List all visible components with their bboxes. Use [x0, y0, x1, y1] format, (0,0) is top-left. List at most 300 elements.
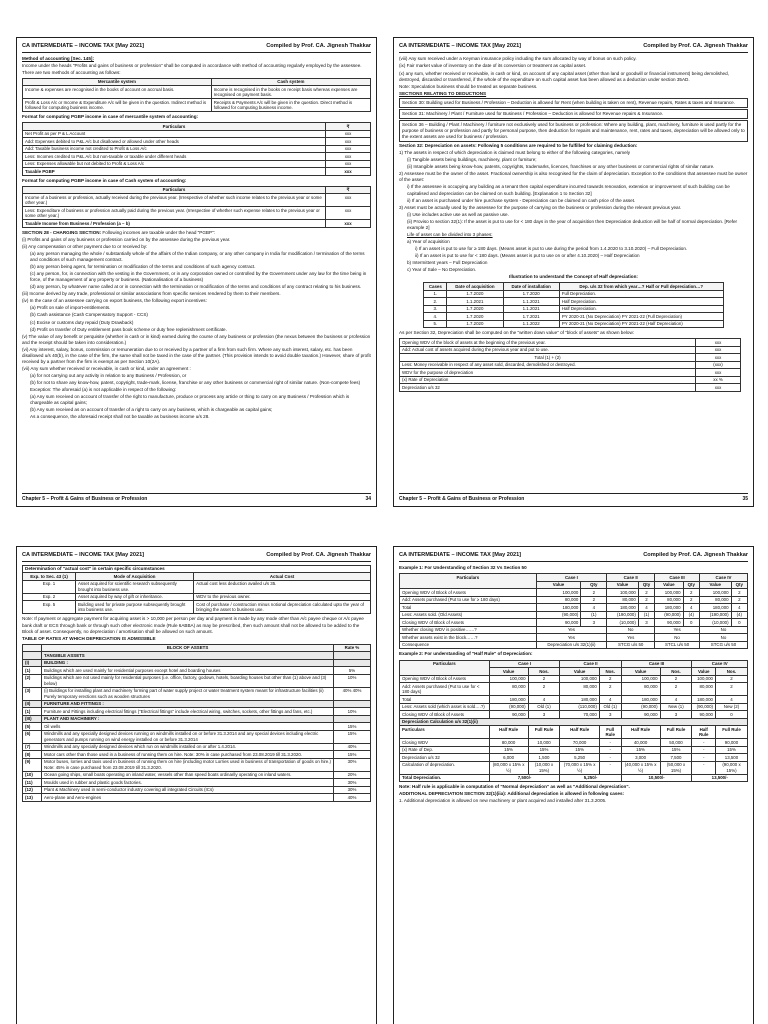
table-row [400, 675, 748, 683]
cell: (10,000) [699, 619, 731, 627]
cell: 15% [334, 751, 371, 759]
table-row [400, 604, 748, 612]
list-item: 2) Assessee must be the owner of the asset. Fractional ownership is also recognised for the claim of depreciation. Exception to the conditions that assessee must be owner of the asset: [399, 171, 748, 183]
cell: Opening WDV of the block of assets at the beginning of the previous year. [400, 339, 696, 347]
list-item: 3) Asset must be actually used by the assessee for the purpose of carrying on the business or profession during the relevant previous year. [399, 204, 682, 210]
cell: (I) [23, 659, 42, 667]
col-sub: Qty [581, 581, 607, 589]
table-row [23, 652, 371, 660]
footer-chapter: Chapter 5 – Profit & Gains of Business or Profession [399, 496, 525, 503]
col-case: Case IV [692, 660, 748, 668]
list-item: (c) any person, for, in connection with the vesting in the Government, or in any corporation owned or controlled by the Government under any law for the time being in force, of the management of any property or business. (Nationalisation of a business) [30, 271, 367, 283]
cell: 5. [424, 320, 447, 328]
cell: Whether closing WDV is positive……? [400, 626, 537, 634]
cell: 4 [599, 696, 621, 704]
cell: (1) [23, 708, 42, 716]
cell: 1. [424, 290, 447, 298]
actual-cost-table [22, 572, 371, 614]
cell: 80,000 [621, 683, 660, 696]
cell: (10,000) [607, 619, 639, 627]
cell: 1.7.2020 [447, 320, 503, 328]
cell: 2 [683, 596, 699, 604]
cell: Buildings which are not used mainly for residential purposes (i.e. office, factory, godown, hotels, boarding houses but other than (1) above and (3) below) [42, 674, 334, 687]
section-30-box: Section 30: Building used for Business / Profession – Deduction is allowed for Rent (when building is taken on rent), Revenue repairs, Rates & taxes and Insurance. [399, 98, 748, 108]
cell: 4 [660, 696, 692, 704]
cell: Depreciation u/s 32 [400, 384, 696, 392]
table-row [23, 168, 371, 176]
list-item: (d) any person, by whatever name called at or in connection with the termination or modification of the terms and conditions of any contract relating to his business. [30, 284, 362, 290]
col-sub: Nos. [528, 668, 560, 676]
col-case: Case III [621, 660, 692, 668]
cell: 4. [424, 313, 447, 321]
cell: 80,000 [699, 596, 731, 604]
col-dep: Dep. u/s 32 from which year…? Half or Full depreciation…? [559, 283, 723, 291]
table-row [400, 746, 748, 754]
table-row [424, 313, 723, 321]
table-row [400, 384, 741, 392]
cell: 2 [715, 683, 747, 696]
cell: 180,000 [692, 696, 716, 704]
cell: Half Depreciation. [559, 305, 723, 313]
cell: Old (1) [599, 703, 621, 711]
cell: No [699, 634, 747, 642]
table-row [23, 220, 371, 228]
cell: 4 [683, 604, 699, 612]
cell: 4 [731, 604, 747, 612]
cell: Closing WDV of Block of Assets [400, 619, 537, 627]
cell: New (2) [715, 703, 747, 711]
cell: xxx [326, 168, 371, 176]
cell: 2 [638, 596, 654, 604]
cell: 80,000 [489, 683, 528, 696]
cell: Yes [536, 634, 607, 642]
cell: Add: Expenses debited to P&L A/c but disallowed or allowed under other heads [23, 138, 326, 146]
list-item: (i) Use includes active use as well as passive use. [407, 211, 509, 217]
cell: BUILDING : [42, 659, 334, 667]
method-col-mercantile: Mercantile system [23, 78, 212, 86]
deductions-title: SECTIONS RELATING TO DEDUCTIONS [399, 90, 487, 96]
cell: xxx [696, 346, 741, 354]
cell: 15% [489, 746, 528, 754]
section-31-box: Section 31: Machinery / Plant / Furniture used for Business / Profession – Deduction is allowed for Revenue repairs & Insurance. [399, 109, 748, 119]
col-particulars: Particulars [23, 123, 326, 131]
cell: Depreciation u/s 32 [400, 754, 490, 762]
cell: Half Depreciation. [559, 298, 723, 306]
list-item: (x) any sum, whether received or receivable, in cash or kind, on account of any capital asset (other than land or goodwill or financial instrument) being demolished, destroyed, discarded or transferred, if the whole of the expenditure on such capital asset has been allowed as a deduction under section 35AD. [399, 70, 729, 82]
list-item: ii) If an asset is purchased under hire purchase system - Depreciation can be claimed on cash price of the asset. [407, 197, 636, 203]
cell: xxx [326, 160, 371, 168]
sec28-intro: Following incomes are taxable under the head "PGBP": [102, 229, 215, 235]
cell: (90,000 x 15%) [715, 761, 747, 774]
cell [334, 715, 371, 723]
cell: Windmills and any specially designed devices running on windmills installed on or before 31.3.2014 and any special devices including electric generators and pumps running on wind energy installed on or before 31.3.2014 [42, 730, 334, 743]
cell: Yes [536, 626, 607, 634]
cell: 2 [660, 683, 692, 696]
cell: 40,000 [621, 739, 660, 747]
cell: Oil wells [42, 723, 334, 731]
cell: 5,250 [560, 754, 599, 762]
cell: 90,000 [692, 711, 716, 719]
cell: 90,000 [655, 619, 683, 627]
table-row [400, 711, 748, 719]
footer-chapter: Chapter 5 – Profit & Gains of Business or Profession [22, 496, 148, 503]
list-item: ii) If an asset is put to use for < 180 days. (Means asset is put to use on or after 4.10.2020) – Half Depreciation [415, 253, 640, 259]
list-item: i) If an asset is put to use for ≥ 180 days. (Means asset is put to use during the period from 1.4.2020 to 3.10.2020) – Full Depreciation. [415, 246, 688, 251]
page-body [22, 565, 371, 801]
page-35 [393, 37, 754, 507]
cell: xx % [696, 376, 741, 384]
cell: Income of a business or profession, actually received during the previous year. (Irrespective of whether such income relates to the previous year or some other year.) [23, 194, 326, 207]
cell [334, 659, 371, 667]
half-rule-note: Note: Half rule is applicable in computation of "Normal depreciation" as well as "Additional depreciation". [399, 784, 630, 789]
format1-title: Format for computing PGBP income in case of mercantile system of accounting: [22, 114, 199, 120]
rates-title: TABLE OF RATES AT WHICH DEPRECIATION IS ADMISSIBLE [22, 635, 156, 641]
col-amount: ₹ [326, 123, 371, 131]
col-mode: Mode of Acquisition [76, 573, 194, 581]
header-right: Compiled by Prof. CA. Jignesh Thakkar [643, 43, 748, 49]
cell: 10% [334, 674, 371, 687]
cell: Add: Assets purchased (Put to use for ≥ 180 days) [400, 596, 537, 604]
cell: Windmills and any specially designed devices which run on windmills installed on or after 1.4.2014. [42, 743, 334, 751]
cell: Yes [655, 626, 700, 634]
cell: TANGIBLE ASSETS [42, 652, 334, 660]
cell: Total Depreciation. [400, 774, 490, 782]
cell: 30% [334, 779, 371, 787]
cell: STCG u/s 50 [607, 641, 655, 649]
cell: (xxx) [696, 361, 741, 369]
cell: New (1) [660, 703, 692, 711]
table-row [23, 700, 371, 708]
cell: 2 [731, 596, 747, 604]
cell: Moulds used in rubber and plastic goods factories. [42, 779, 334, 787]
header-left: CA INTERMEDIATE – INCOME TAX [May 2021] [22, 43, 145, 49]
page-header [399, 550, 748, 562]
wdv-table [399, 338, 741, 392]
cell: (3) [23, 687, 42, 700]
cell: 1.7.2020 [447, 305, 503, 313]
col-cost: Actual Cost [194, 573, 371, 581]
cell: Whether assets exist in the block……? [400, 634, 537, 642]
example2-table [399, 660, 748, 783]
cell: 2 [599, 675, 621, 683]
col-rate: Rate % [334, 644, 371, 652]
table-row [400, 346, 741, 354]
cell: Receipts & Payments A/c will be given in the question. Direct method is followed for computing business income. [211, 99, 370, 112]
table-row [400, 361, 741, 369]
cell: 10,500/- [621, 774, 692, 782]
list-item: (vii) Any sum whether received or receivable, in cash or kind, under an agreement : [22, 365, 191, 371]
cell: 0 [731, 619, 747, 627]
method-text: Income under the heads "Profits and gains of business or profession" shall be computed in accordance with method of accounting regularly employed by the assessee. There are two methods of accounting as follows: [22, 63, 362, 75]
cell: (11) [23, 779, 42, 787]
cell: xxx [696, 354, 741, 362]
cell: No [655, 634, 700, 642]
method-table [22, 78, 371, 113]
page-header [22, 550, 371, 562]
cell: No [699, 626, 747, 634]
cell: (110,000) [560, 703, 599, 711]
cell: 80,000 [489, 739, 528, 747]
page-header [399, 41, 748, 53]
sec28-list [22, 237, 371, 421]
cell: 80,000 [607, 596, 639, 604]
cell: - [599, 739, 621, 747]
wdv-intro: As per Section 32, Depreciation shall be computed on the "written down value" of "block of assets" as shown below: [399, 330, 635, 336]
cell: 1.1.2021 [503, 298, 559, 306]
cell: - [692, 739, 716, 747]
list-item: (c) Excise or customs duty repaid (Duty Drawback) [30, 319, 134, 325]
cell: Full Rule [528, 726, 560, 739]
table-row [23, 207, 371, 220]
list-item: (viii) Any sum received under a Keyman insurance policy including the sum allocated by way of bonus on such policy. [399, 56, 637, 62]
cell: 5,250/- [560, 774, 621, 782]
cell: 13,500/- [692, 774, 748, 782]
cell: (190,000) [699, 611, 731, 619]
table-row [23, 580, 371, 593]
table-row [400, 634, 748, 642]
cell: - [599, 761, 621, 774]
cell: 100,000 [489, 675, 528, 683]
list-item: Life of asset can be divided into 3 phases: [407, 231, 493, 237]
cell: 1.1.2021 [447, 298, 503, 306]
list-item: (b) Any sum received as on account of transfer of a right to carry on any business, which is chargeable as capital gains; [30, 407, 273, 413]
cell: 90,000 [489, 711, 528, 719]
cell: WDV for the purpose of depreciation [400, 369, 696, 377]
cell: 15% [334, 723, 371, 731]
cell: PY 2020-21 (No Depreciation) PY 2021-22 (Full Depreciation) [559, 313, 723, 321]
cell: Depreciation Calculation u/s 32(1)(ii) [400, 718, 748, 726]
list-item: a) Year of acquisition [407, 238, 450, 244]
list-item: (v) The value of any benefit or perquisite (whether in cash or in kind) earned during the course of any business or profession (the nexus between the business or profession and the receipt should be taken into consideration.) [22, 333, 371, 345]
page-body [22, 56, 371, 420]
list-item: As a consequence, the aforesaid receipt shall not be taxable as business income u/s 28. [30, 414, 210, 420]
cell: Cost of purchase / construction minus notional depreciation calculated upto the year of bringing the asset to business use. [194, 601, 371, 614]
cell: Less: Expenses allowable but not debited to Profit & Loss A/c [23, 160, 326, 168]
table-row [424, 305, 723, 313]
table-row [400, 339, 741, 347]
cell: (90,000) [621, 703, 660, 711]
cell [334, 700, 371, 708]
table-row [23, 153, 371, 161]
col-sub: Nos. [599, 668, 621, 676]
cell: xxx [326, 220, 371, 228]
cell: 15% [528, 746, 560, 754]
table-row [400, 611, 748, 619]
illustration-title: Illustration to understand the Concept of Half depreciation: [509, 274, 638, 280]
list-item: b) Intermittent years – Full Depreciation [407, 260, 488, 266]
table-row [23, 758, 371, 771]
list-item: (b) any person being agent, for termination or modification of the terms and conditions of such agency contract. [30, 264, 256, 269]
cell: (50,000 x 15%) [660, 761, 692, 774]
cell: xxx [696, 384, 741, 392]
col-sub: Value [489, 668, 528, 676]
cell: Closing WDV of Block of Assets [400, 711, 490, 719]
cell: 15% [660, 746, 692, 754]
cell: Opening WDV of Block of Assets [400, 589, 537, 597]
table-row [23, 86, 371, 99]
col-installation: Date of installation [503, 283, 559, 291]
cell: - [692, 746, 716, 754]
cell: 40% [334, 794, 371, 802]
cell: 180,000 [655, 604, 683, 612]
cell: 3,000 [621, 754, 660, 762]
cell: 180,000 [560, 696, 599, 704]
speculation-note: Note: Speculation business should be treated as separate business. [399, 83, 538, 89]
cell: Net Profit as per P & L Account [23, 130, 326, 138]
sec28-heading [22, 230, 371, 236]
cell: 15% [715, 746, 747, 754]
header-right: Compiled by Prof. CA. Jignesh Thakkar [643, 552, 748, 558]
cell: (i) Buildings for installing plant and machinery forming part of water supply project or water treatment system meant for infrastructure facilities (ii) Purely temporary erections such as wooden structures [42, 687, 334, 700]
cell: Add: Taxable business income not credited to Profit & Loss A/c [23, 145, 326, 153]
col-sub: Value [692, 668, 716, 676]
cell: 30% [334, 786, 371, 794]
table-row [23, 667, 371, 675]
cell [334, 652, 371, 660]
cell: FURNITURE AND FITTINGS : [42, 700, 334, 708]
cell: Depreciation u/s 32(1)(ii) [536, 641, 607, 649]
list-item: (i) Tangible assets being buildings, machinery, plant or furniture; [407, 157, 537, 163]
page-37 [393, 546, 754, 1024]
cell: 20% [334, 771, 371, 779]
col-sub: Value [699, 581, 731, 589]
cell: Ocean going ships, small boats operating on inland water, vessels other than speed boats ordinarily operating on inland waters. [42, 771, 334, 779]
page-header [22, 41, 371, 53]
col-sub: Value [560, 668, 599, 676]
cell: 7,500 [660, 754, 692, 762]
cell: Motor buses, lorries and taxis used in business of running them on hire (including motor Lorries used in business of transportation of goods on hire.) Note: 45% in case purchased from 23.08.2019 till 31.3.2020. [42, 758, 334, 771]
list-item: (iii) Income derived by any trade, professional or similar associations from specific services rendered by them to their members. [22, 291, 281, 297]
cell: xxx [326, 194, 371, 207]
cell: 4 [528, 696, 560, 704]
table-row [400, 726, 748, 739]
cell: (190,000) [607, 611, 639, 619]
col-sub: Value [655, 581, 683, 589]
cell: 180,000 [699, 604, 731, 612]
cell: (7) [23, 743, 42, 751]
col-block: BLOCK OF ASSETS [42, 644, 334, 652]
cell: (6) [23, 730, 42, 743]
table-row [23, 708, 371, 716]
cell: Furniture and Fittings including electrical fittings ("Electrical fittings" include electrical wiring, switches, sockets, other fittings and fans, etc.) [42, 708, 334, 716]
cell: (1) [638, 611, 654, 619]
col-cases: Cases [424, 283, 447, 291]
cell: (10) [23, 771, 42, 779]
cell: 2 [528, 675, 560, 683]
col-particulars: Particulars [400, 660, 490, 675]
cell: 40% [334, 743, 371, 751]
table-row [424, 290, 723, 298]
cell: Total [400, 604, 537, 612]
cell: Profit & Loss A/c or Income & Expenditure A/c will be given in the question. Indirect method is followed for computing business income. [23, 99, 212, 112]
cell: 3 [599, 711, 621, 719]
cell: (4) [731, 611, 747, 619]
additional-dep-item: 1. Additional depreciation is allowed on new machinery or plant acquired and installed after 31.3.2005. [399, 798, 607, 804]
table-row [400, 718, 748, 726]
table-row [400, 761, 748, 774]
cell: Full Depreciation. [559, 290, 723, 298]
cell: 100,000 [692, 675, 716, 683]
cell: 6,000 [489, 754, 528, 762]
list-item: (d) Profit on transfer of Duty entitlement pass book scheme or duty free replenishment certificate. [30, 326, 227, 332]
cell: 100,000 [655, 589, 683, 597]
cell: 50,000 [660, 739, 692, 747]
cell: 1.7.2020 [447, 290, 503, 298]
header-right: Compiled by Prof. CA. Jignesh Thakkar [266, 43, 371, 49]
col-exp: Exp. to Sec. 43 (1) [23, 573, 76, 581]
cell: (1) [581, 611, 607, 619]
cell: (x) Rate of Dep. [400, 746, 490, 754]
col-sub: Qty [683, 581, 699, 589]
cell: 100,000 [699, 589, 731, 597]
cell: 2 [528, 683, 560, 696]
col-sub: Qty [731, 581, 747, 589]
table-row [23, 743, 371, 751]
table-row [400, 754, 748, 762]
cell: 1.1.2021 [503, 305, 559, 313]
cell: - [692, 761, 716, 774]
cell: (13) [23, 794, 42, 802]
cell: 80,000 [655, 596, 683, 604]
cell: (90,000) [692, 703, 716, 711]
table-row [400, 596, 748, 604]
cell: Full Rule [599, 726, 621, 739]
cell: (III) [23, 715, 42, 723]
list-item: (a) Any sum received on account of transfer of the right to manufacture, produce or process any article or thing to carry on any Business / Profession which is chargeable as capital gains; [30, 394, 350, 406]
header-left: CA INTERMEDIATE – INCOME TAX [May 2021] [399, 43, 522, 49]
rates-table [22, 644, 371, 802]
cell: 4 [638, 604, 654, 612]
cell: Full Rule [660, 726, 692, 739]
col-case: Case I [536, 574, 607, 582]
table-row [23, 138, 371, 146]
cell: 1.7.2020 [447, 313, 503, 321]
cell: 180,000 [607, 604, 639, 612]
table-row [400, 683, 748, 696]
cell: 80,000 [692, 683, 716, 696]
header-right: Compiled by Prof. CA. Jignesh Thakkar [266, 552, 371, 558]
table-row [400, 354, 741, 362]
cell: Half Rule [489, 726, 528, 739]
cell: Actual cost less deduction availed u/s 35. [194, 580, 371, 593]
cell: 100,000 [621, 675, 660, 683]
cell: (2) [23, 674, 42, 687]
sec28-title: SECTION 28 - CHARGING SECTION: [22, 229, 102, 235]
cell: Asset acquired for scientific research subsequently brought into business use. [76, 580, 194, 593]
list-item: (b) for not to share any know-how, patent, copyright, trade-mark, license, franchise or any other business or commercial right of similar nature. (Non-compete fees) [30, 380, 361, 386]
cell: Plant & Machinery used in semi-conductor industry covering all integrated Circuits (ICs) [42, 786, 334, 794]
cell: Aero-plane and Aero-engines [42, 794, 334, 802]
header-left: CA INTERMEDIATE – INCOME TAX [May 2021] [399, 552, 522, 558]
cell: (90,000) [536, 611, 581, 619]
list-item: (i) Profits and gains of any business or profession carried on by the assessee during the previous year. [22, 236, 231, 242]
cell: (8) [23, 751, 42, 759]
table-row [23, 687, 371, 700]
cell: 70,000 [560, 711, 599, 719]
table-row [400, 626, 748, 634]
cell: (1) [23, 667, 42, 675]
table-row [23, 674, 371, 687]
page-number: 35 [742, 496, 748, 503]
cell: 2. [424, 298, 447, 306]
additional-dep-title: ADDITIONAL DEPRECIATION SECTION 32(1)(iia): Additional depreciation is allowed in following cases: [399, 791, 625, 797]
cell: 5% [334, 667, 371, 675]
example1-title: Example 1: For Understanding of Section 32 Vs Section 50 [399, 565, 527, 571]
cell: Half Rule [621, 726, 660, 739]
list-item: Exception: The aforesaid (a) is not applicable in respect of the following: [30, 387, 177, 393]
cell: xxx [326, 145, 371, 153]
cell: xxx [326, 130, 371, 138]
